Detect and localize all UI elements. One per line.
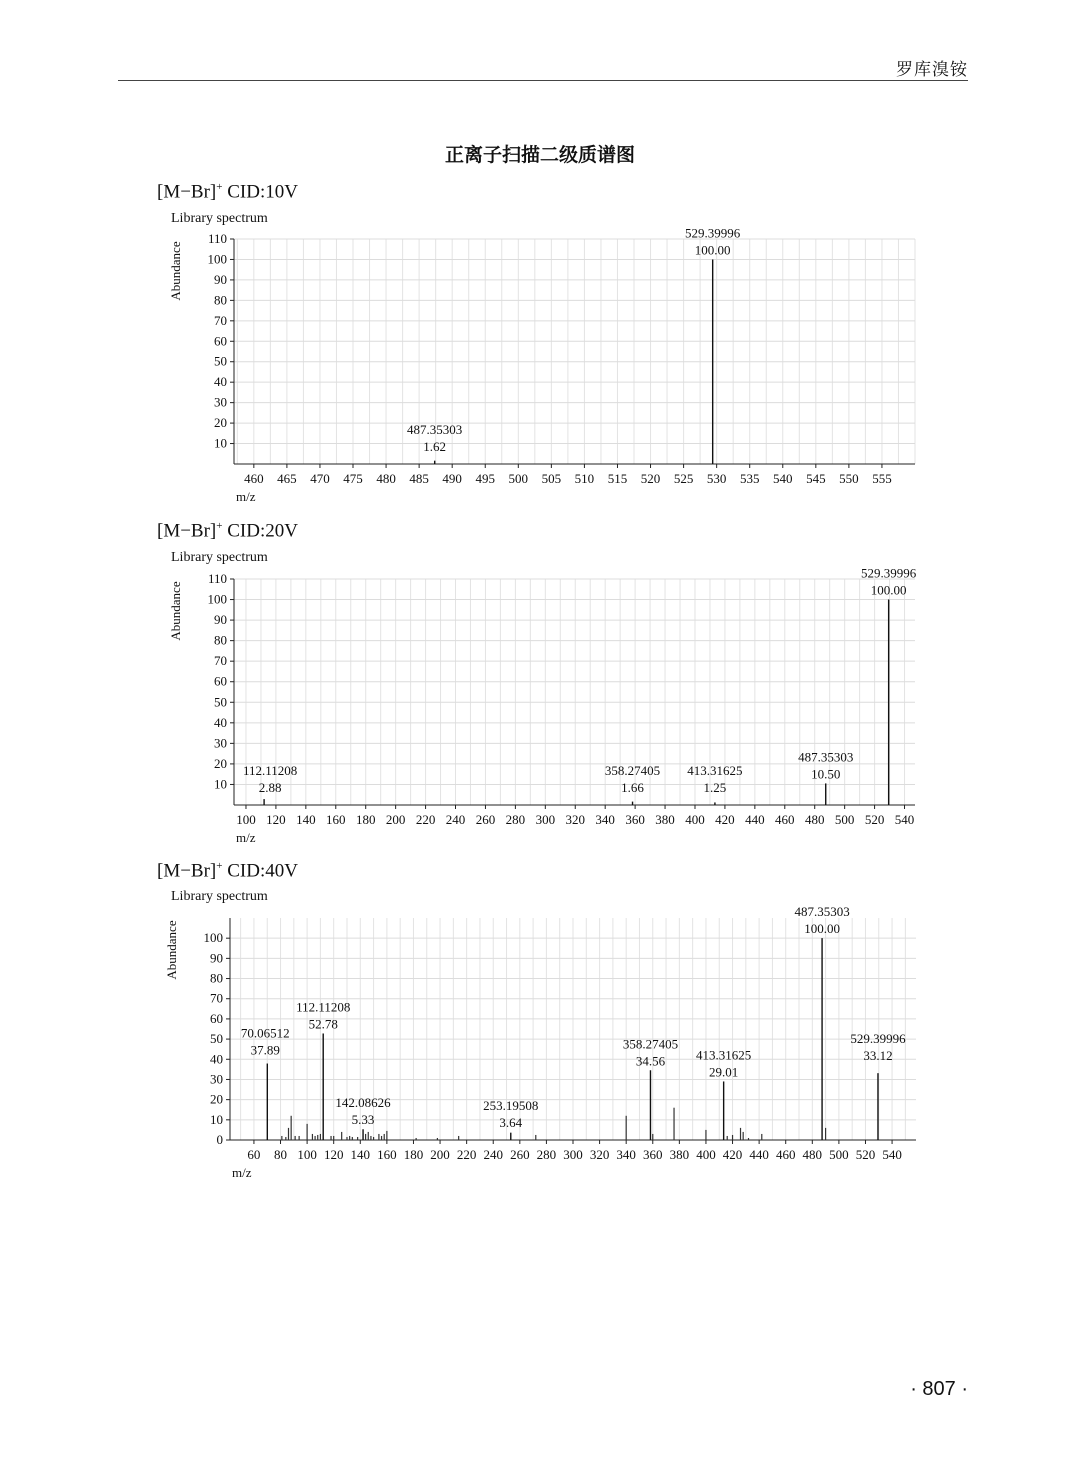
- x-tick-label: 400: [685, 812, 705, 827]
- y-tick-label: 40: [214, 374, 227, 390]
- y-tick-label: 110: [207, 231, 227, 246]
- x-tick-label: 500: [508, 471, 529, 486]
- y-axis-title: Abundance: [168, 241, 183, 301]
- x-tick-label: 120: [266, 812, 286, 827]
- panel-label-suffix: CID:40V: [222, 860, 298, 882]
- y-tick-label: 90: [214, 271, 227, 287]
- x-tick-label: 280: [505, 812, 526, 827]
- y-tick-label: 40: [214, 714, 227, 730]
- x-tick-label: 520: [640, 471, 661, 486]
- x-tick-label: 100: [236, 812, 256, 827]
- y-tick-label: 60: [214, 673, 227, 689]
- x-tick-label: 60: [247, 1147, 261, 1162]
- x-tick-label: 140: [296, 812, 316, 827]
- peak-abundance-label: 52.78: [308, 1016, 338, 1032]
- x-tick-label: 160: [326, 812, 346, 827]
- x-tick-label: 400: [696, 1147, 716, 1162]
- x-tick-label: 540: [894, 812, 915, 827]
- x-tick-label: 240: [445, 812, 466, 827]
- x-tick-label: 320: [565, 812, 585, 827]
- x-tick-label: 260: [510, 1147, 530, 1162]
- panel-label-suffix: CID:20V: [222, 520, 298, 542]
- x-tick-label: 220: [456, 1147, 477, 1162]
- y-tick-label: 90: [214, 612, 227, 628]
- y-tick-label: 0: [216, 1132, 223, 1147]
- x-tick-label: 200: [385, 812, 406, 827]
- y-tick-label: 80: [210, 970, 223, 986]
- x-tick-label: 320: [589, 1147, 610, 1162]
- x-tick-label: 360: [625, 812, 645, 827]
- peak-mz-label: 358.27405: [604, 763, 661, 778]
- peak-mz-label: 529.39996: [861, 565, 917, 581]
- peak-mz-label: 112.11208: [296, 999, 351, 1015]
- peak-abundance-label: 29.01: [709, 1064, 739, 1080]
- y-tick-label: 70: [210, 990, 223, 1006]
- peak-abundance-label: 2.88: [258, 780, 282, 795]
- x-tick-label: 300: [563, 1147, 583, 1162]
- running-title: 罗库溴铵: [896, 60, 968, 80]
- x-tick-label: 380: [669, 1147, 690, 1162]
- peak-mz-label: 487.35303: [794, 904, 850, 920]
- x-tick-label: 480: [376, 471, 396, 486]
- peak-abundance-label: 1.62: [423, 439, 447, 454]
- peak-mz-label: 413.31625: [687, 763, 743, 778]
- peak-abundance-label: 34.56: [635, 1053, 666, 1069]
- x-tick-label: 490: [442, 471, 462, 486]
- y-tick-label: 70: [214, 653, 227, 669]
- peak-mz-label: 70.06512: [240, 1025, 290, 1041]
- y-tick-label: 50: [210, 1031, 223, 1047]
- peak-abundance-label: 33.12: [863, 1048, 893, 1064]
- peak-abundance-label: 100.00: [870, 582, 907, 598]
- peak-mz-label: 142.08626: [335, 1095, 391, 1111]
- peak-mz-label: 487.35303: [407, 422, 463, 437]
- peak-abundance-label: 100.00: [804, 921, 840, 937]
- x-tick-label: 530: [706, 471, 727, 486]
- y-tick-label: 10: [214, 776, 227, 792]
- x-tick-label: 160: [377, 1147, 397, 1162]
- y-tick-label: 30: [214, 735, 227, 751]
- y-tick-label: 70: [214, 312, 227, 328]
- x-tick-label: 340: [595, 812, 615, 827]
- x-tick-label: 480: [802, 1147, 823, 1162]
- x-tick-label: 460: [244, 471, 264, 486]
- library-label-cid10: Library spectrum: [171, 211, 268, 226]
- peak-abundance-label: 10.50: [811, 766, 841, 782]
- panel-label-suffix: CID:10V: [222, 181, 298, 203]
- peak-mz-label: 358.27405: [622, 1036, 679, 1052]
- panel-label-sup: +: [216, 860, 223, 872]
- x-tick-label: 460: [775, 1147, 796, 1162]
- x-tick-label: 495: [475, 471, 495, 486]
- y-tick-label: 100: [207, 591, 227, 607]
- page-number: · 807 ·: [910, 1378, 968, 1400]
- y-tick-label: 20: [210, 1091, 223, 1107]
- y-tick-label: 60: [210, 1010, 223, 1026]
- x-tick-label: 470: [310, 471, 330, 486]
- x-tick-label: 500: [834, 812, 855, 827]
- y-tick-label: 10: [214, 435, 227, 451]
- x-tick-label: 485: [409, 471, 429, 486]
- y-tick-label: 20: [214, 415, 227, 431]
- x-axis-title: m/z: [236, 830, 256, 845]
- y-tick-label: 80: [214, 632, 227, 648]
- x-tick-label: 420: [722, 1147, 743, 1162]
- y-tick-label: 110: [207, 571, 227, 586]
- x-axis-title: m/z: [236, 489, 256, 504]
- y-tick-label: 30: [210, 1071, 223, 1087]
- y-tick-label: 30: [214, 394, 227, 410]
- peak-abundance-label: 100.00: [694, 242, 731, 258]
- x-tick-label: 180: [355, 812, 376, 827]
- x-tick-label: 220: [415, 812, 436, 827]
- x-tick-label: 475: [343, 471, 363, 486]
- peak-abundance-label: 3.64: [499, 1115, 523, 1130]
- peak-mz-label: 487.35303: [798, 749, 854, 765]
- x-tick-label: 180: [403, 1147, 424, 1162]
- y-tick-label: 40: [210, 1051, 223, 1067]
- y-tick-label: 100: [203, 930, 223, 946]
- x-tick-label: 120: [323, 1147, 344, 1162]
- panel-label-text: [M−Br]: [157, 520, 217, 542]
- peak-mz-label: 112.11208: [242, 763, 298, 778]
- x-tick-label: 550: [839, 471, 859, 486]
- y-tick-label: 50: [214, 353, 227, 369]
- y-tick-label: 60: [214, 333, 227, 349]
- x-tick-label: 380: [655, 812, 675, 827]
- y-tick-label: 90: [210, 950, 223, 966]
- peak-abundance-label: 5.33: [351, 1112, 375, 1128]
- x-tick-label: 340: [616, 1147, 636, 1162]
- peak-abundance-label: 37.89: [250, 1042, 280, 1058]
- x-tick-label: 515: [607, 471, 628, 486]
- x-tick-label: 140: [350, 1147, 371, 1162]
- y-tick-label: 100: [207, 251, 227, 267]
- peak-abundance-label: 1.66: [621, 780, 644, 795]
- peak-mz-label: 529.39996: [850, 1031, 906, 1047]
- x-tick-label: 555: [872, 471, 892, 486]
- y-axis-title: Abundance: [168, 581, 183, 641]
- x-tick-label: 535: [739, 471, 760, 486]
- x-tick-label: 80: [274, 1147, 288, 1162]
- panel-label-sup: +: [216, 181, 223, 193]
- peak-mz-label: 529.39996: [685, 225, 741, 241]
- x-tick-label: 540: [773, 471, 793, 486]
- page-heading: 正离子扫描二级质谱图: [444, 144, 635, 166]
- y-tick-label: 20: [214, 755, 227, 771]
- library-label-cid20: Library spectrum: [171, 550, 268, 565]
- y-axis-title: Abundance: [164, 920, 179, 980]
- peak-abundance-label: 1.25: [703, 780, 727, 795]
- x-tick-label: 520: [855, 1147, 876, 1162]
- x-tick-label: 505: [541, 471, 562, 486]
- x-tick-label: 440: [749, 1147, 769, 1162]
- panel-label-text: [M−Br]: [157, 860, 217, 882]
- x-tick-label: 280: [536, 1147, 557, 1162]
- x-tick-label: 540: [882, 1147, 902, 1162]
- peak-mz-label: 253.19508: [483, 1098, 539, 1113]
- x-tick-label: 545: [806, 471, 826, 486]
- x-tick-label: 240: [483, 1147, 503, 1162]
- x-tick-label: 200: [430, 1147, 450, 1162]
- x-tick-label: 100: [297, 1147, 317, 1162]
- y-tick-label: 80: [214, 292, 227, 308]
- x-tick-label: 360: [643, 1147, 663, 1162]
- x-tick-label: 500: [829, 1147, 849, 1162]
- panel-label-text: [M−Br]: [157, 181, 217, 203]
- x-tick-label: 520: [864, 812, 885, 827]
- x-tick-label: 300: [535, 812, 556, 827]
- x-tick-label: 420: [715, 812, 735, 827]
- x-tick-label: 465: [277, 471, 297, 486]
- x-tick-label: 460: [775, 812, 795, 827]
- x-tick-label: 510: [574, 471, 595, 486]
- library-label-cid40: Library spectrum: [171, 889, 268, 904]
- x-axis-title: m/z: [232, 1165, 252, 1180]
- panel-label-sup: +: [216, 520, 223, 532]
- x-tick-label: 525: [673, 471, 694, 486]
- x-tick-label: 480: [804, 812, 825, 827]
- y-tick-label: 10: [210, 1111, 223, 1127]
- x-tick-label: 440: [745, 812, 765, 827]
- y-tick-label: 50: [214, 694, 227, 710]
- x-tick-label: 260: [475, 812, 496, 827]
- peak-mz-label: 413.31625: [696, 1047, 752, 1063]
